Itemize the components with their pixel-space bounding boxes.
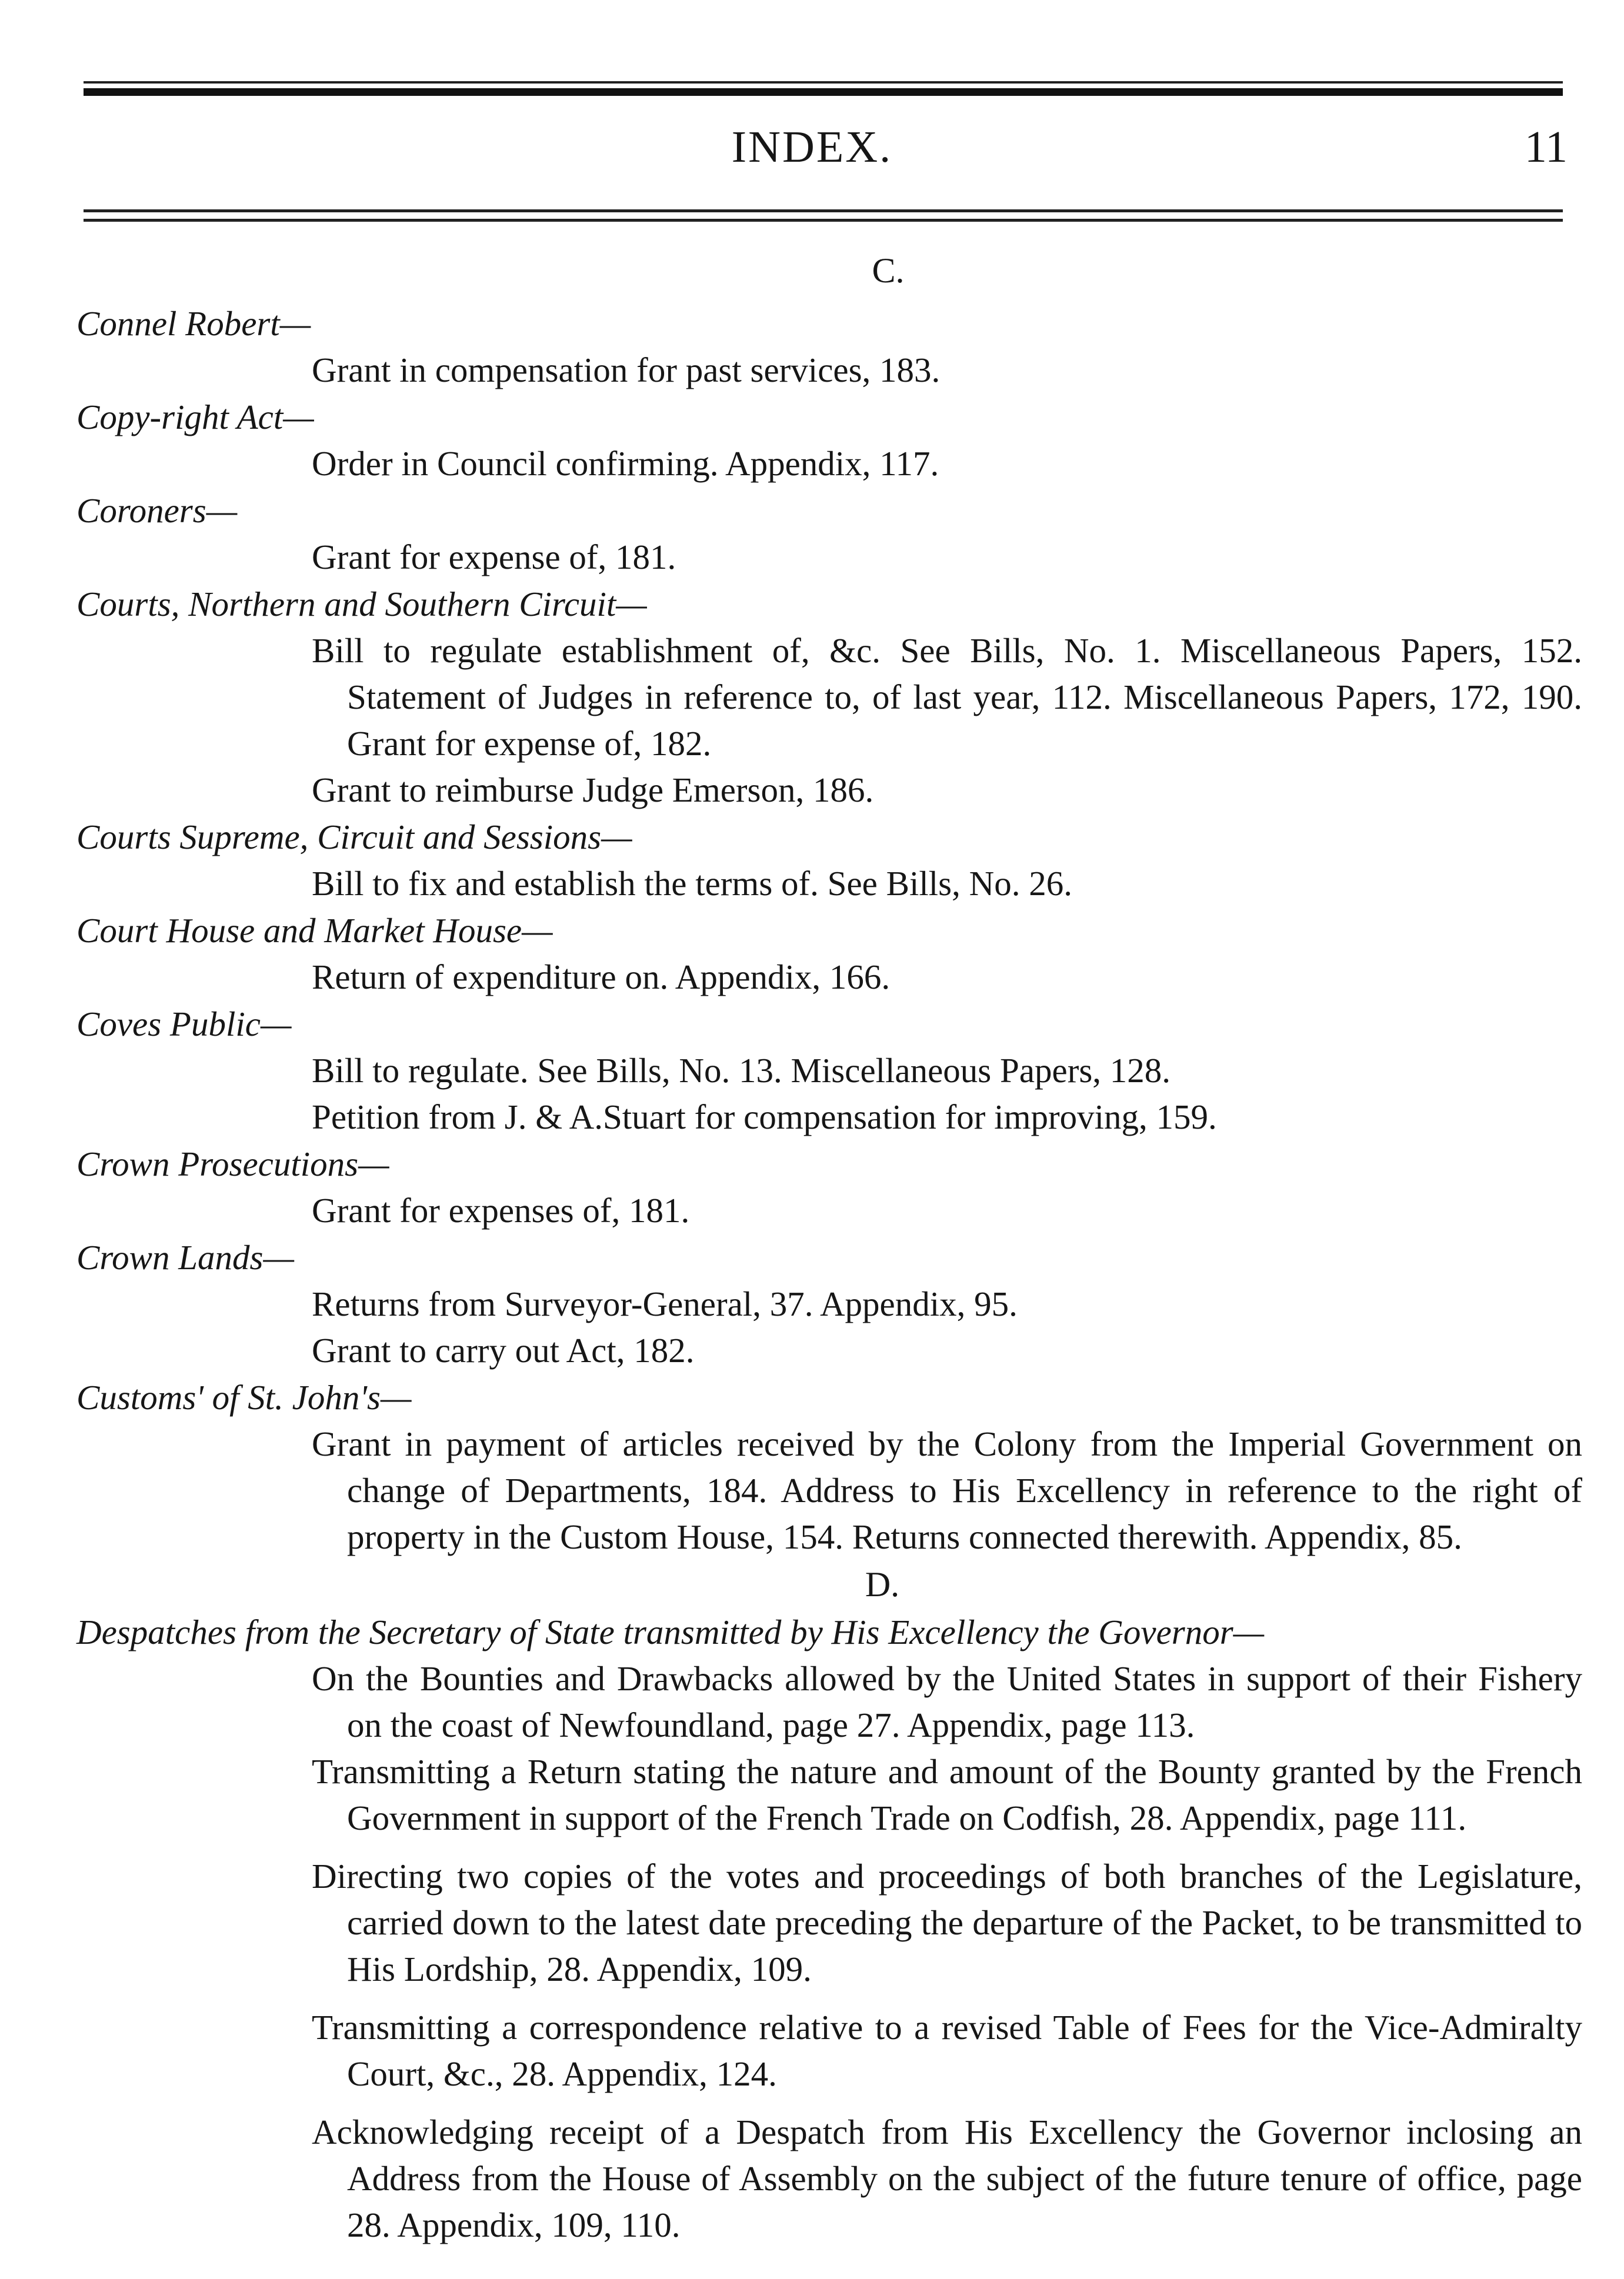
index-entry: Acknowledging receipt of a Despatch from His Excellency the Governor inclosing an Address from the House of Assembly on the subject of the future tenure of office, page 28. Appendix, 109, 110. (312, 2113, 1582, 2244)
index-heading: Copy-right Act— (76, 398, 314, 436)
page-number: 11 (1524, 122, 1568, 172)
index-heading: Court House and Market House— (76, 911, 553, 950)
header-rule-thin (84, 81, 1563, 84)
index-content (76, 241, 1582, 2248)
index-entry: On the Bounties and Drawbacks allowed by the United States in support of their Fishery on the coast of Newfoundland, page 27. Appendix, page 113. (312, 1659, 1582, 1744)
index-heading: Despatches from the Secretary of State transmitted by His Excellency the Governor— (76, 1613, 1265, 1651)
index-heading: Courts, Northern and Southern Circuit— (76, 585, 647, 623)
index-entry: Bill to fix and establish the terms of. See Bills, No. 26. (312, 864, 1072, 903)
index-entry: Directing two copies of the votes and proceedings of both branches of the Legislature, carried down to the latest date preceding the departure of the Packet, to be transmitted to His Lordship, 28. Appendix, 109. (312, 1857, 1582, 1988)
header-double-rule-upper (84, 209, 1563, 212)
index-heading: Customs' of St. John's— (76, 1378, 412, 1417)
index-entry: Grant in payment of articles received by the Colony from the Imperial Government on change of Departments, 184. Address to His Excellency in reference to the right of property in the Custom House, 154. Returns connected therewith. Appendix, 85. (312, 1424, 1582, 1556)
index-entry: Transmitting a Return stating the nature and amount of the Bounty granted by the French Government in support of the French Trade on Codfish, 28. Appendix, page 111. (312, 1752, 1582, 1837)
index-entry: Grant in compensation for past services, 183. (312, 351, 941, 389)
index-heading: Crown Prosecutions— (76, 1144, 389, 1183)
index-heading: Courts Supreme, Circuit and Sessions— (76, 817, 632, 856)
index-entry: Grant to reimburse Judge Emerson, 186. (312, 770, 874, 809)
section-letter-c: C. (872, 251, 905, 290)
index-heading: Crown Lands— (76, 1238, 294, 1277)
index-entry: Bill to regulate. See Bills, No. 13. Miscellaneous Papers, 128. (312, 1051, 1171, 1090)
index-entry: Return of expenditure on. Appendix, 166. (312, 957, 891, 996)
index-entry: Petition from J. & A.Stuart for compensation for improving, 159. (312, 1097, 1217, 1136)
section-letter-d: D. (865, 1565, 900, 1604)
index-entry: Order in Council confirming. Appendix, 117. (312, 444, 939, 483)
index-entry: Transmitting a correspondence relative to a revised Table of Fees for the Vice-Admiralty Court, &c., 28. Appendix, 124. (312, 2008, 1582, 2093)
index-heading: Coroners— (76, 491, 238, 530)
page-title: INDEX. (731, 122, 893, 172)
header-rule-thick (84, 88, 1563, 96)
index-entry: Grant for expenses of, 181. (312, 1191, 690, 1230)
index-entry: Grant for expense of, 181. (312, 538, 676, 576)
index-entry: Grant to carry out Act, 182. (312, 1331, 695, 1370)
index-entry: Returns from Surveyor-General, 37. Appendix, 95. (312, 1284, 1018, 1323)
index-heading: Coves Public— (76, 1005, 292, 1043)
header-double-rule-lower (84, 219, 1563, 222)
index-heading: Connel Robert— (76, 304, 311, 343)
index-entry: Bill to regulate establishment of, &c. See Bills, No. 1. Miscellaneous Papers, 152. Statement of Judges in reference to, of last year, 112. Miscellaneous Papers, 172, 190. Grant for expense of, 182. (312, 631, 1582, 763)
